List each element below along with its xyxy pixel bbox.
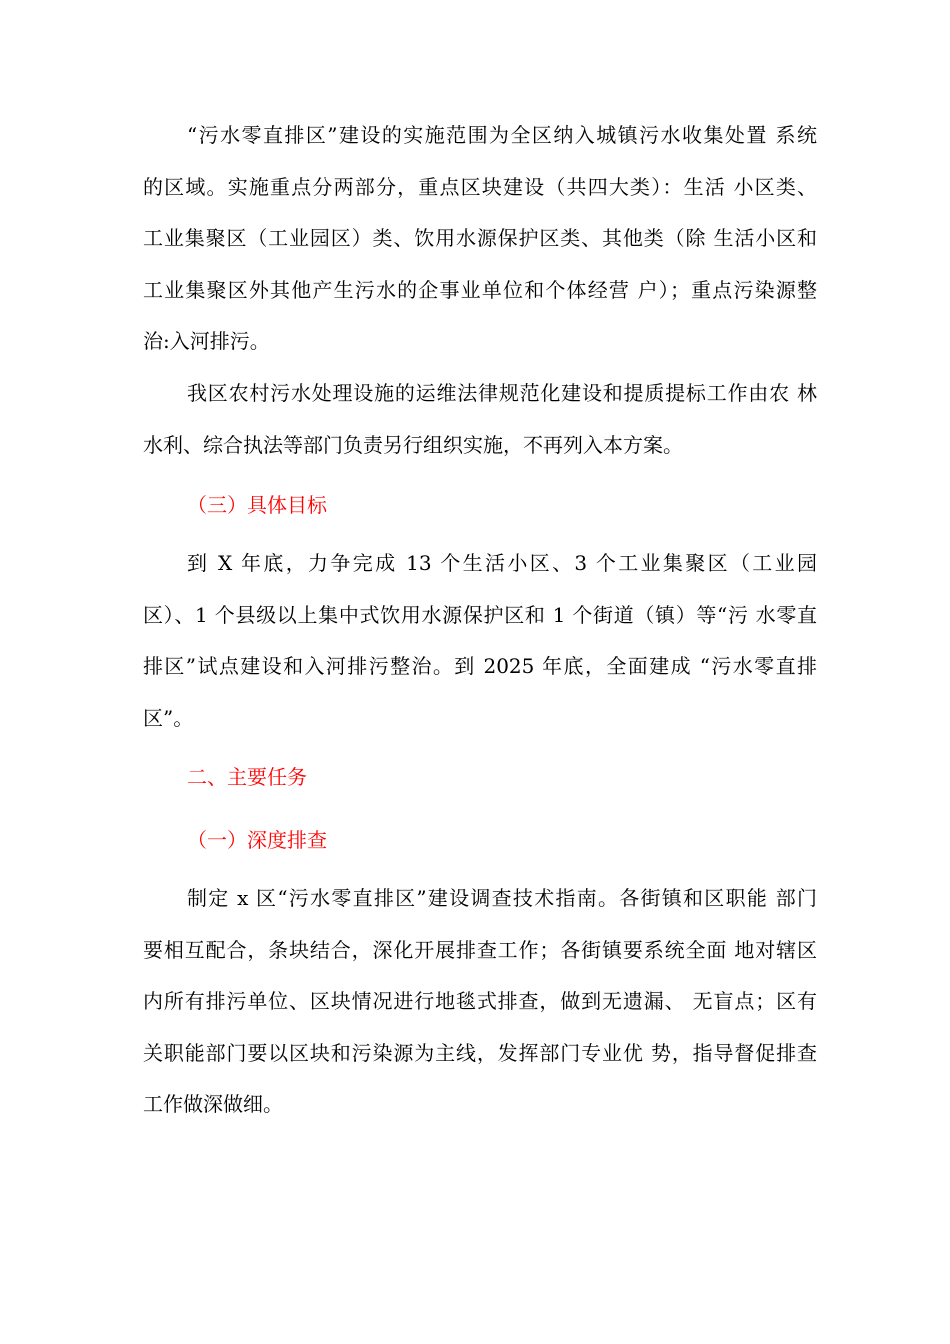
text-line: 排区”试点建设和入河排污整治。到 2025 年底，全面建成 “污水零直排	[143, 654, 817, 678]
text-line: 工业集聚区（工业园区）类、饮用水源保护区类、其他类（除 生活小区和	[143, 226, 817, 250]
heading-main-tasks: 二、主要任务	[187, 765, 307, 789]
paragraph-survey	[143, 873, 817, 1131]
text-line: 制定 x 区“污水零直排区”建设调查技术指南。各街镇和区职能 部门	[187, 886, 817, 910]
text-line: 要相互配合，条块结合，深化开展排查工作；各街镇要系统全面 地对辖区	[143, 937, 817, 962]
text-line: 区）、1 个县级以上集中式饮用水源保护区和 1 个街道（镇）等“污 水零直	[143, 602, 817, 627]
text-line: 工作做深做细。	[143, 1092, 283, 1116]
text-line: “污水零直排区”建设的实施范围为全区纳入城镇污水收集处置 系统	[187, 123, 817, 147]
text-line: 水利、综合执法等部门负责另行组织实施，不再列入本方案。	[143, 432, 683, 457]
text-line: 到 X 年底，力争完成 13 个生活小区、3 个工业集聚区（工业园	[187, 551, 817, 575]
text-line: 治:入河排污。	[143, 329, 270, 353]
text-line: 我区农村污水处理设施的运维法律规范化建设和提质提标工作由农 林	[187, 381, 817, 405]
paragraph-rural-sewage	[143, 368, 817, 471]
text-line: 工业集聚区外其他产生污水的企事业单位和个体经营 户）；重点污染源整	[143, 277, 817, 302]
text-line: 区”。	[143, 705, 194, 730]
text-line: 的区域。实施重点分两部分，重点区块建设（共四大类）：生活 小区类、	[143, 174, 817, 199]
heading-deep-survey: （一）深度排查	[187, 828, 327, 852]
text-line: 关职能部门要以区块和污染源为主线，发挥部门专业优 势，指导督促排查	[143, 1040, 817, 1065]
paragraph-scope	[143, 110, 817, 368]
paragraph-goals	[143, 538, 817, 744]
text-line: 内所有排污单位、区块情况进行地毯式排查，做到无遗漏、 无盲点；区有	[143, 989, 817, 1013]
heading-specific-goals: （三）具体目标	[187, 493, 327, 517]
